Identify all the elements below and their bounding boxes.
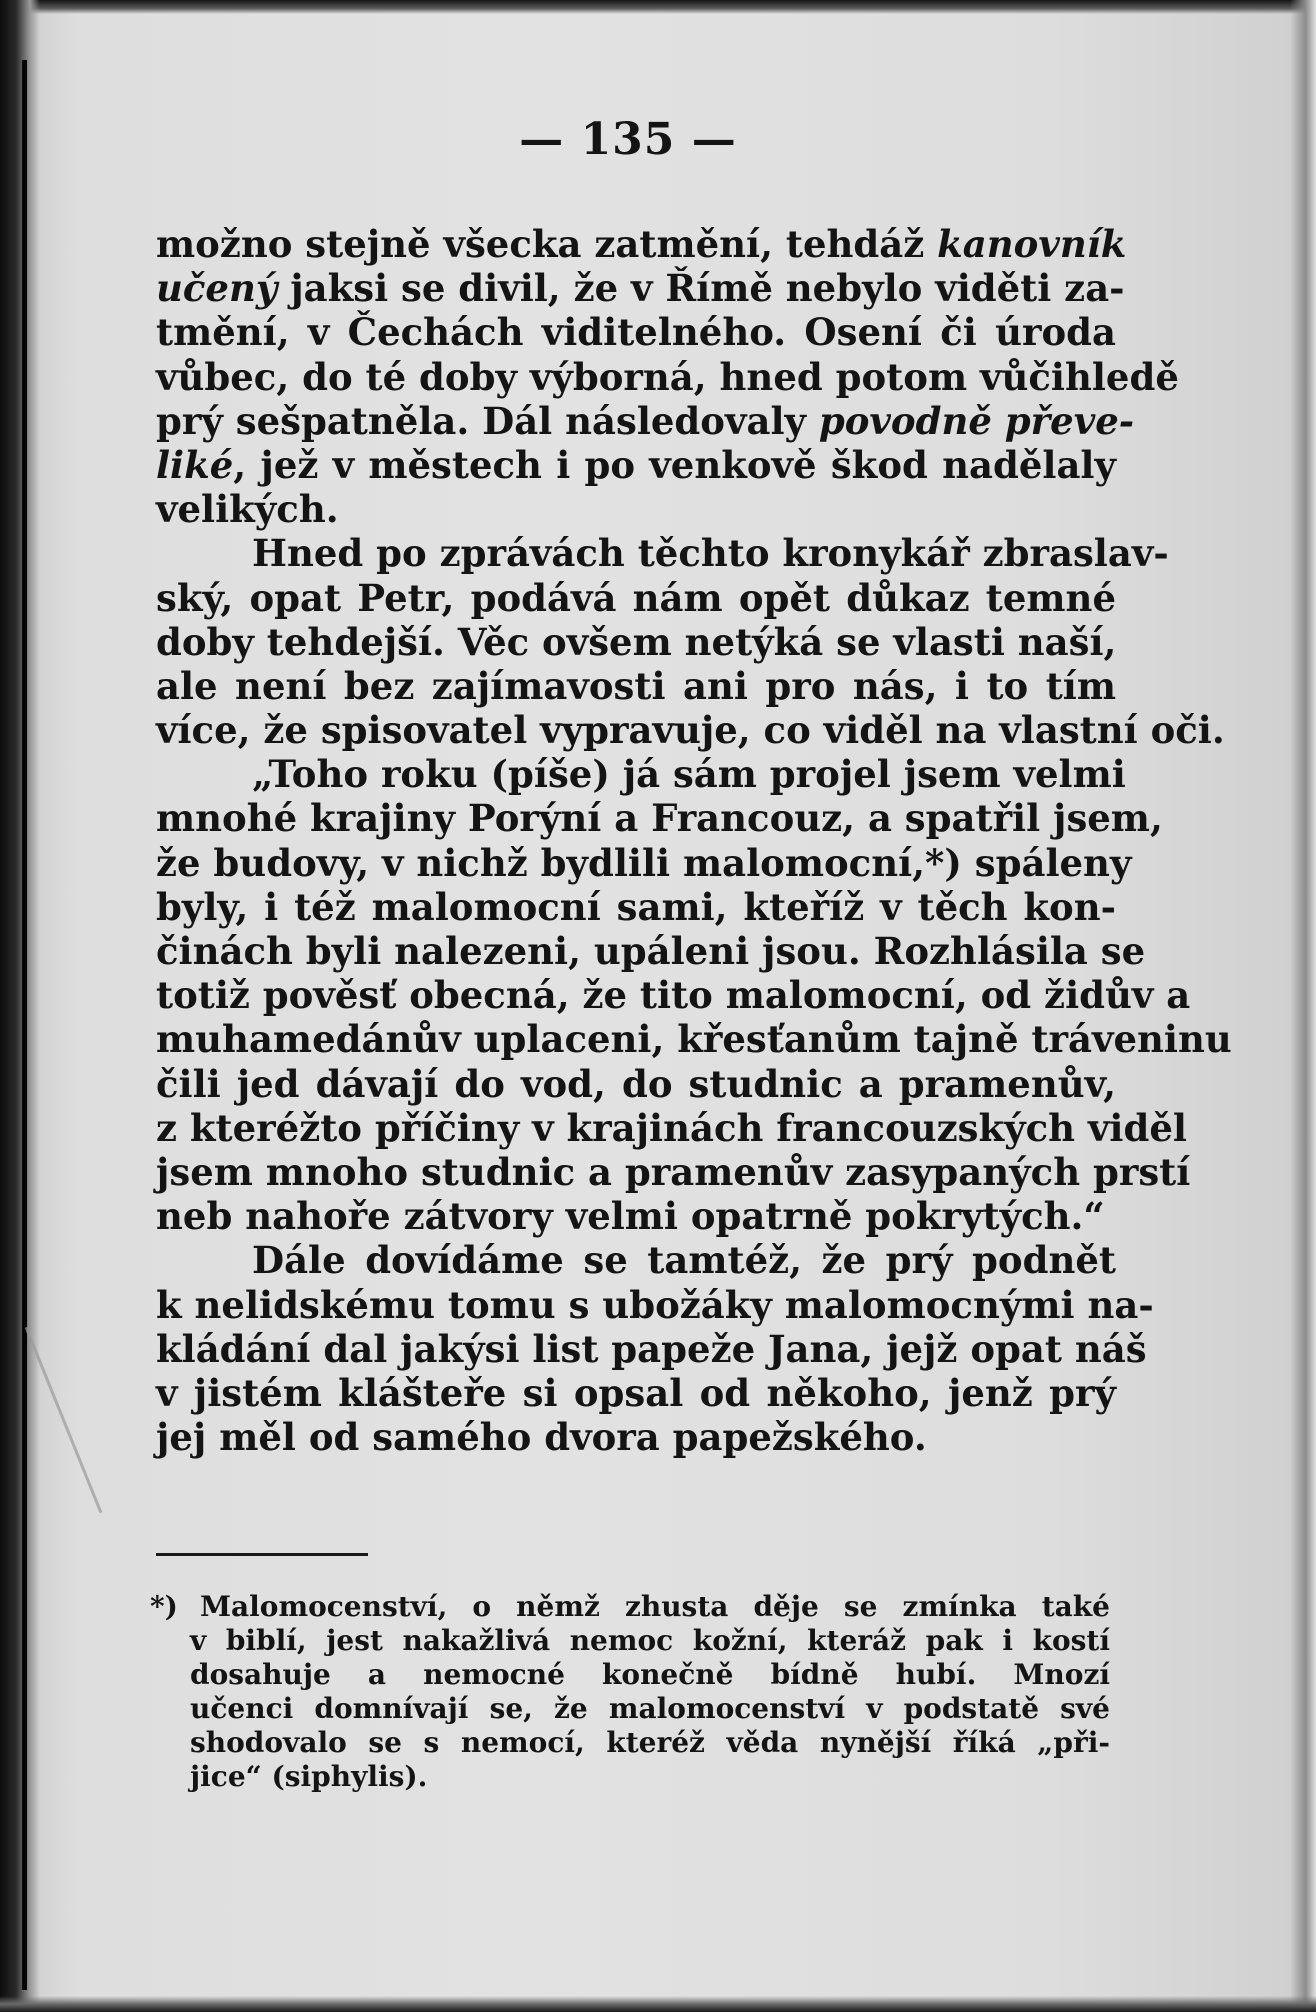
footnote-line: shodovalo se s nemocí, kteréž věda nynější říká „při- (190, 1726, 1110, 1759)
paragraph-4-line: kládání dal jakýsi list papeže Jana, jejž opat náš (156, 1326, 1147, 1371)
paragraph-3-line: „Toho roku (píše) já sám projel jsem velmi (252, 752, 1126, 797)
paragraph-1-line: možno stejně všecka zatmění, tehdáž kanovník (156, 222, 1127, 266)
paragraph-3-line: totiž pověsť obecná, že tito malomocní, od židův a (156, 973, 1191, 1018)
paragraph-2-line: ský, opat Petr, podává nám opět důkaz temné (156, 575, 1116, 620)
paragraph-1-line: vůbec, do té doby výborná, hned potom vůčihledě (156, 354, 1179, 399)
page-number-text: — 135 — (519, 114, 737, 165)
paragraph-3-line: mnohé krajiny Porýní a Francouz, a spatřil jsem, (156, 796, 1163, 841)
italic-term: povodně převe- (818, 398, 1135, 443)
paragraph-1-line: prý sešpatněla. Dál následovaly povodně převe- (156, 398, 1135, 443)
paragraph-1-line: tmění, v Čechách viditelného. Osení či úroda (156, 310, 1116, 355)
footnote-line: jice“ (siphylis). (190, 1760, 428, 1793)
top-edge-shadow (0, 0, 1316, 14)
page-number (0, 112, 1316, 168)
footnote-line: dosahuje a nemocné konečně bídně hubí. Mnozí (190, 1658, 1110, 1691)
bottom-edge-shadow (0, 1996, 1316, 2012)
paragraph-3-line: jsem mnoho studnic a pramenův zasypaných prstí (156, 1149, 1191, 1194)
paragraph-4-line: Dále dovídáme se tamtéž, že prý podnět (252, 1238, 1116, 1283)
paragraph-2-line: Hned po zprávách těchto kronykář zbraslav- (252, 531, 1169, 576)
paragraph-2-line: ale není bez zajímavosti ani pro nás, i to tím (156, 663, 1116, 708)
paragraph-3-line: z kteréžto příčiny v krajinách francouzských viděl (156, 1105, 1187, 1150)
footnote-line: v biblí, jest nakažlivá nemoc kožní, kteráž pak i kostí (190, 1624, 1110, 1657)
paragraph-2-line: více, že spisovatel vypravuje, co viděl na vlastní oči. (156, 708, 1225, 753)
footnote-line: učenci domnívají se, že malomocenství v podstatě své (190, 1692, 1110, 1725)
paragraph-3-line: že budovy, v nichž bydlili malomocní,*) spáleny (156, 840, 1132, 885)
paragraph-3-line: muhamedánův uplaceni, křesťanům tajně tráveninu (156, 1017, 1232, 1062)
paragraph-3-line: neb nahoře zátvory velmi opatrně pokrytých.“ (156, 1194, 1105, 1239)
binding-shadow (0, 0, 40, 2012)
footnote-line: *) Malomocenství, o němž zhusta děje se zmínka také (150, 1590, 1110, 1623)
footnote-marker: *) (150, 1590, 178, 1623)
paragraph-3-line: činách byli nalezeni, upáleni jsou. Rozhlásila se (156, 929, 1146, 973)
paragraph-3-line: byly, i též malomocní sami, kteříž v těch kon- (156, 884, 1116, 929)
footnote (150, 1590, 1110, 1794)
italic-term: učený (156, 266, 278, 311)
paragraph-2-line: doby tehdejší. Věc ovšem netýká se vlasti naší, (156, 619, 1117, 664)
footnote-rule (156, 1553, 368, 1556)
paragraph-1-line: velikých. (156, 487, 339, 532)
paragraph-4-line: jej měl od samého dvora papežského. (156, 1415, 927, 1460)
body-text (156, 222, 1232, 1460)
paragraph-3-line: čili jed dávají do vod, do studnic a pramenův, (156, 1061, 1116, 1106)
binding-line (22, 60, 27, 1990)
paragraph-1-line: liké, jež v městech i po venkově škod nadělaly (156, 442, 1116, 487)
right-edge-shadow (1290, 0, 1316, 2012)
italic-term: liké (156, 442, 234, 487)
paragraph-4-line: k nelidskému tomu s ubožáky malomocnými na- (156, 1282, 1154, 1327)
paragraph-1-line: učený jaksi se divil, že v Římě nebylo viděti za- (156, 266, 1125, 311)
italic-term: kanovník (937, 222, 1127, 266)
paragraph-4-line: v jistém klášteře si opsal od někoho, jenž prý (156, 1370, 1116, 1415)
